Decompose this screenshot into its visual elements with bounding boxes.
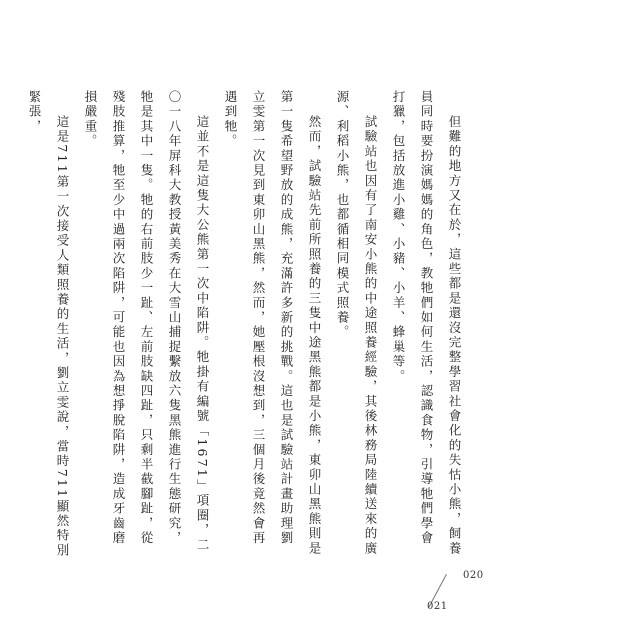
page-number-right: 020 [463,570,484,581]
page-number-left: 021 [427,601,448,612]
paragraph-4: 這並不是這隻大公熊第一次中陷阱。牠掛有編號「1671」項圈，二〇一八年屏科大教授黃美秀在大雪山捕捉繫放六隻黑熊進行生態研究，牠是其中一隻。牠的右前肢少一趾、左前肢缺四趾，只剩半截腳趾，從殘肢推算，牠至少中過兩次陷阱，可能也因為想掙脫陷阱，造成牙齒磨損嚴重。 [83,90,210,553]
paragraph-1: 但難的地方又在於，這些都是還沒完整學習社會化的失怙小熊，飼養員同時要扮演媽媽的角色，教牠們如何生活，認識食物，引導牠們學會打獵，包括放進小雞、小豬、小羊、蜂巢等。 [391,90,462,556]
body-text [20,90,468,560]
paragraph-5: 這是711第一次接受人類照養的生活，劉立雯說，當時711顯然特別緊張， [27,90,70,559]
paragraph-2: 試驗站也因有了南安小熊的中途照養經驗，其後林務局陸續送來的廣源、利稻小熊，也都循相同模式照養。 [335,90,378,556]
paragraph-3: 然而，試驗站先前所照養的三隻中途黑熊都是小熊，東卯山黑熊則是第一隻希望野放的成熊，充滿許多新的挑戰。這也是試驗站計畫助理劉立雯第一次見到東卯山黑熊，然而，她壓根沒想到，三個月後竟然會再遇到牠。 [223,90,322,556]
